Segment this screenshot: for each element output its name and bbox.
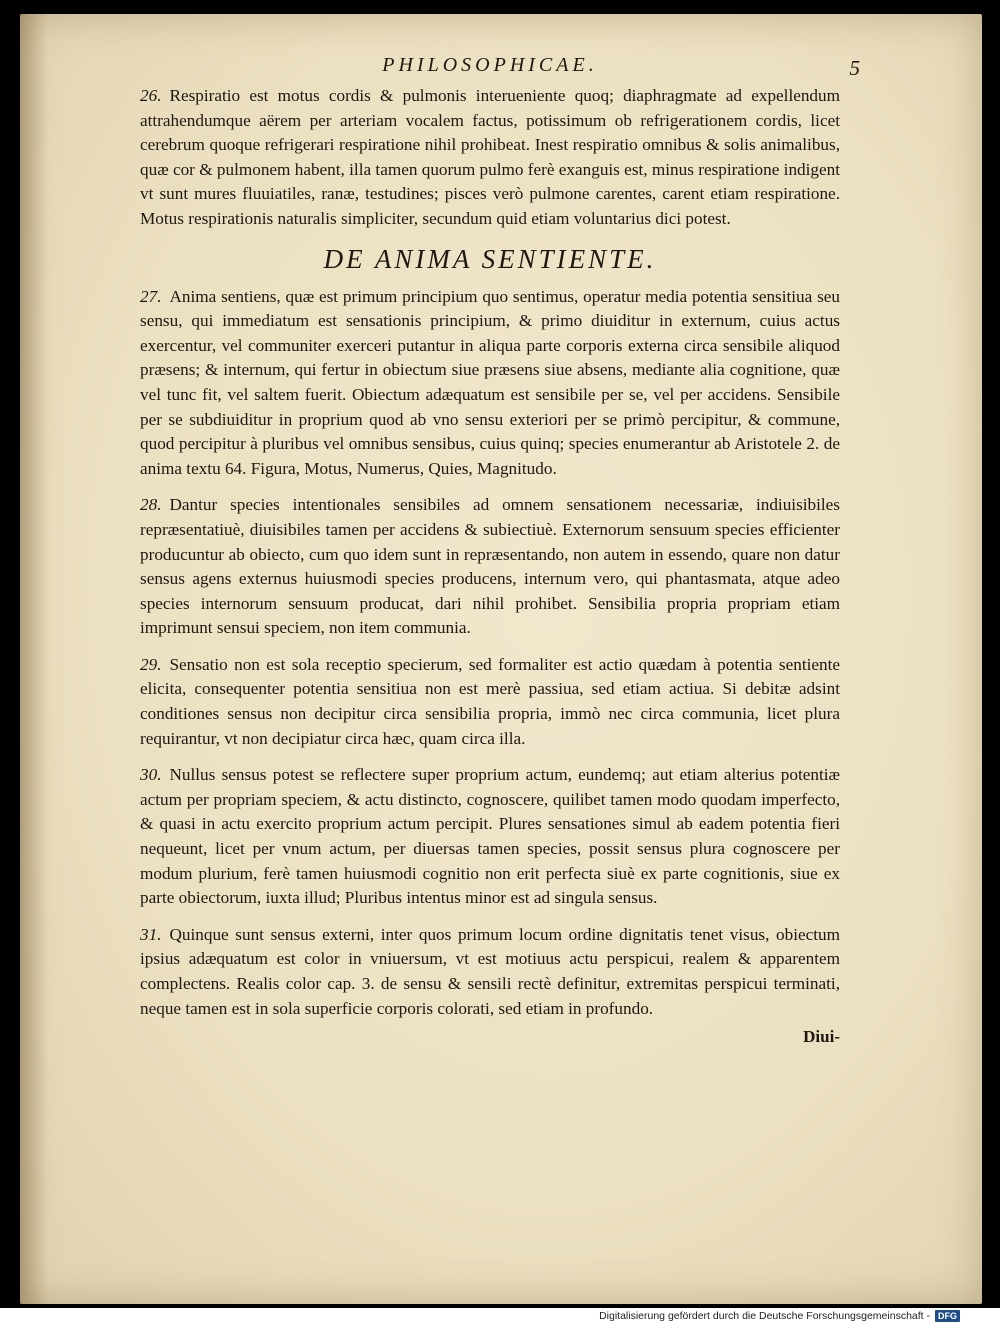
paragraph-number: 30. [140,765,162,785]
catchword: Diui- [803,1027,840,1047]
dfg-logo: DFG [935,1310,960,1322]
paragraph-text: Sensatio non est sola receptio specierum, sed formaliter est actio quædam à potentia sentiente elicita, consequenter potentia sensitiua non est merè passiua, sed etiam actiua. Si debitæ adsint conditiones sensus non decipitur circa sensibilia propria, immò nec circa communia, licet plura requirantur, vt non decipiatur circa hæc, quam circa illa. [140,654,840,748]
paragraph-31 [140,923,840,1021]
paragraph-27 [140,285,840,482]
paragraph-number: 27. [140,286,162,306]
paragraph-26 [140,84,840,232]
page-number: 5 [849,56,860,80]
paragraph-number: 26. [140,86,162,105]
paragraph-text: Quinque sunt sensus externi, inter quos primum locum ordine dignitatis tenet visus, obiectum ipsius adæquatum est color in vniuersum, vt est motiuus actu perspicui, realem & apparentem complectens. Realis color cap. 3. de sensu & sensili rectè definitur, extremitas perspicui terminati, neque tamen est in sola superficie corporis colorati, sed etiam in profundo. [140,924,840,1018]
running-head [140,54,860,84]
digitization-credit [599,1310,960,1322]
credit-text: Digitalisierung gefördert durch die Deutsche Forschungsgemeinschaft - [599,1310,930,1322]
paragraph-number: 31. [140,924,162,944]
paragraph-29 [140,653,840,751]
section-heading: DE ANIMA SENTIENTE. [323,243,657,274]
paragraph-28 [140,493,840,641]
paragraph-30 [140,763,840,911]
running-title: PHILOSOPHICAE. [382,54,598,76]
paragraph-number: 29. [140,654,162,674]
paragraph-text: Nullus sensus potest se reflectere super proprium actum, eundemq; aut etiam alterius potentiæ actum per propriam speciem, & actu distincto, cognoscere, quilibet tamen modo quodam imperfecto, & quasi in actu exercito proprium actum percipit. Plures sensationes simul ab eadem potentia fieri nequeunt, licet per vnum actum, per diuersas tamen species, possit sensus plura cognoscere per modum plurium, ferè tamen huiusmodi cognitio non erit perfecta siuè ex parte cognitionis, siue ex parte obiectorum, iuxta illud; Pluribus intentus minor est ad singula sensus. [140,765,840,908]
paragraph-text: Anima sentiens, quæ est primum principium quo sentimus, operatur media potentia sensitiua seu sensu, qui immediatum est sensationis principium, & primo diuiditur in externum, cuius actus exercentur, vel communiter exerceri putantur in aliqua parte corporis externa circa sensibile aliquod præsens; & internum, qui fertur in obiectum siue præsens siue absens, mediante alia cognitione, quæ vel tunc fit, vel saltem fuerit. Obiectum adæquatum est sensibile per se, vel per accidens. Sensibile per se subdiuiditur in proprium quod ab vno sensu exteriori per se primò percipitur, & commune, quod percipitur à pluribus vel omnibus sensibus, cuius quinq; species enumerantur ab Aristotele 2. de anima textu 64. Figura, Motus, Numerus, Quies, Magnitudo. [140,286,840,478]
paragraph-text: Dantur species intentionales sensibiles ad omnem sensationem necessariæ, indiuisibiles repræsentatiuè, diuisibiles tamen per accidens & subiectiuè. Externorum sensuum species efficienter producuntur ab obiecto, cum quo idem sunt in repræsentando, non autem in essendo, quare non datur sensus agens externus huiusmodi species producens, internum vero, qui phantasmata, atque adeo species internorum sensuum producat, dari nihil prohibet. Sensibilia propria propriam etiam imprimunt sensui speciem, non item communia. [140,495,840,638]
page-content [140,54,860,1047]
book-page [20,14,982,1304]
paragraph-text: Respiratio est motus cordis & pulmonis interueniente quoq; diaphragmate ad expellendum attrahendumque aërem per arteriam vocalem factus, potissimum ob refrigerationem cordis, licet cerebrum quoque refrigerari respiratione nihil prohibeat. Inest respiratio omnibus & solis animalibus, quæ cor & pulmonem habent, illa tamen quorum pulmo ferè exanguis est, minus respiratione indigent vt sunt mures fluuiatiles, ranæ, testudines; pisces verò pulmone carentes, carent etiam respiratione. Motus respirationis naturalis simpliciter, secundum quid etiam voluntarius dici potest. [140,86,840,228]
paragraph-number: 28. [140,495,162,515]
